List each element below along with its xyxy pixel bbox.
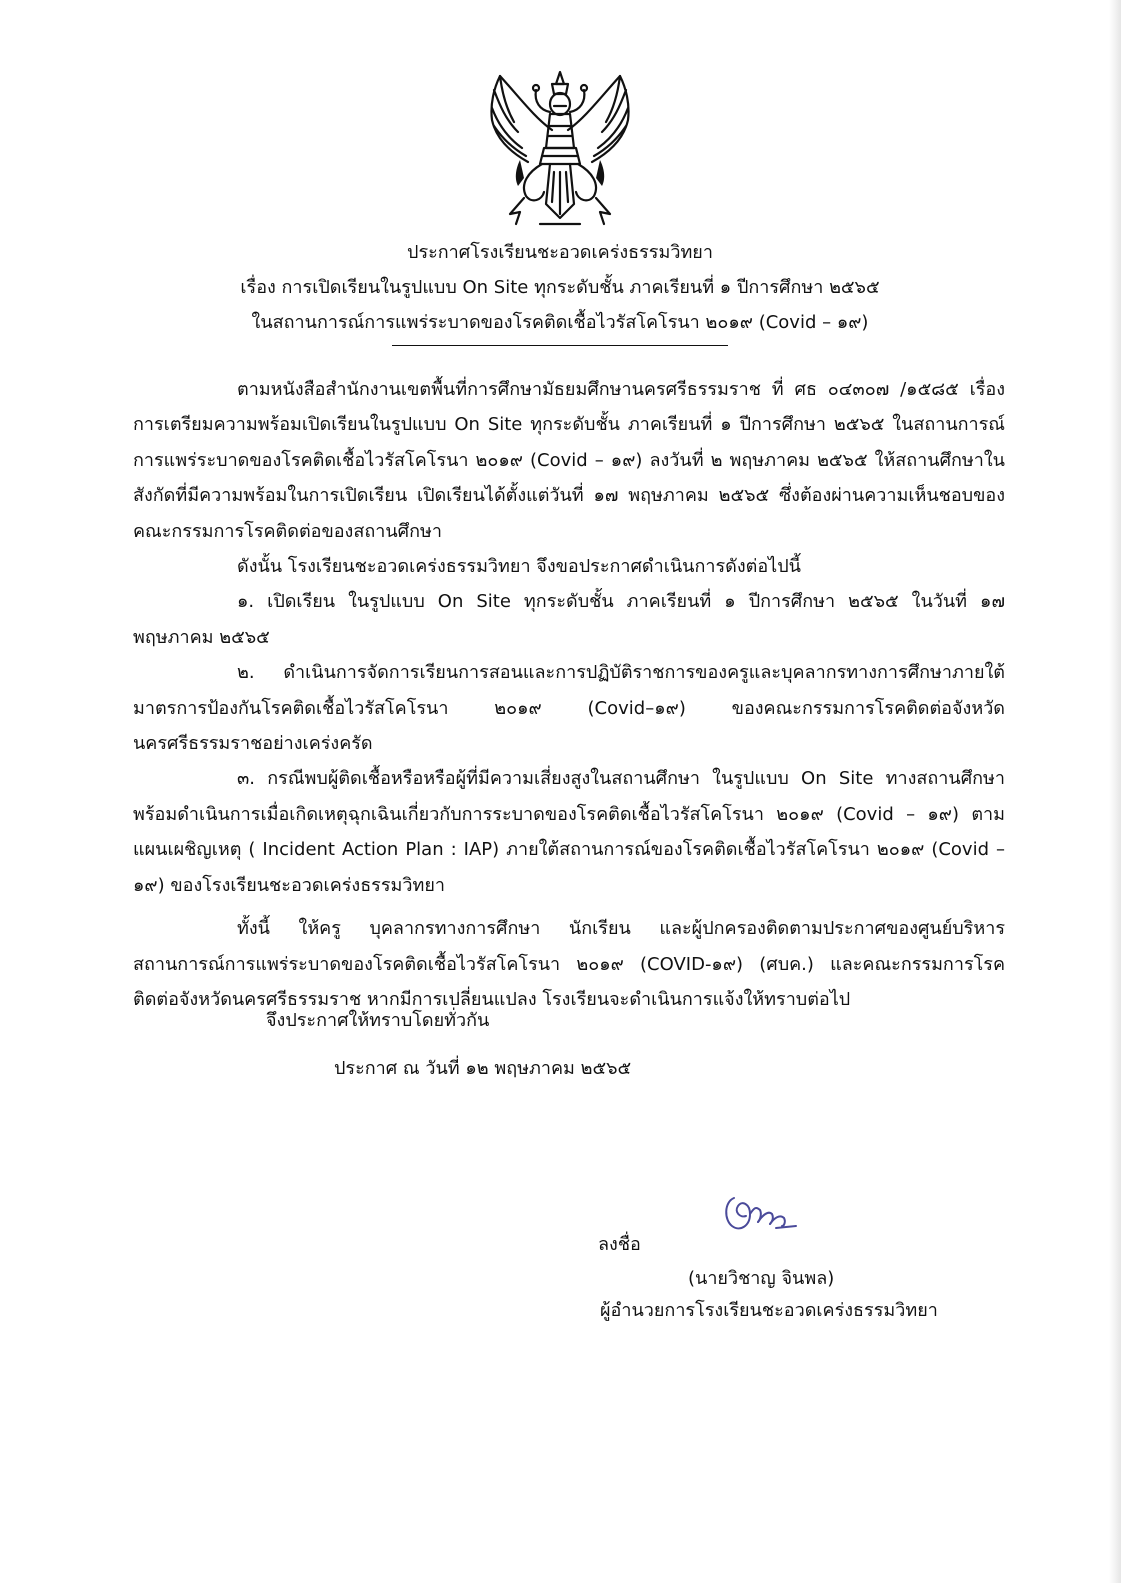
signer-title: ผู้อำนวยการโรงเรียนชะอวดเคร่งธรรมวิทยา: [600, 1300, 938, 1321]
signer-name: (นายวิชาญ จินพล): [688, 1268, 835, 1289]
paragraph-announcement-intro: ดังนั้น โรงเรียนชะอวดเคร่งธรรมวิทยา จึงขอประกาศดำเนินการดังต่อไปนี้: [237, 556, 801, 578]
header-divider: [392, 345, 728, 346]
list-item-1: ๑. เปิดเรียน ในรูปแบบ On Site ทุกระดับชั้น ภาคเรียนที่ ๑ ปีการศึกษา ๒๕๖๕ ในวันที่ ๑๗ พฤษภาคม ๒๕๖๕: [133, 591, 1005, 648]
closing-announce: จึงประกาศให้ทราบโดยทั่วกัน: [266, 1010, 490, 1031]
paragraph-follow-up: ทั้งนี้ ให้ครู บุคลากรทางการศึกษา นักเรียน และผู้ปกครองติดตามประกาศของศูนย์บริหารสถานการณ์การแพร่ระบาดของโรคติดเชื้อไวรัสโคโรนา ๒๐๑๙ (COVID-๑๙) (ศบค.) และคณะกรรมการโรคติดต่อจังหวัดนครศรีธรรมราช หากมีการเปลี่ยนแปลง โรงเรียนจะดำเนินการแจ้งให้ทราบต่อไป: [133, 918, 1005, 1010]
announcement-body: [133, 372, 1005, 1017]
announcement-subject-continuation: ในสถานการณ์การแพร่ระบาดของโรคติดเชื้อไวรัสโคโรนา ๒๐๑๙ (Covid – ๑๙): [251, 312, 869, 333]
signature-icon: [720, 1188, 804, 1234]
page-edge-shadow: [1109, 0, 1121, 1583]
paragraph-reference: ตามหนังสือสำนักงานเขตพื้นที่การศึกษามัธยมศึกษานครศรีธรรมราช ที่ ศธ ๐๔๓๐๗ /๑๕๘๕ เรื่อง การเตรียมความพร้อมเปิดเรียนในรูปแบบ On Site ทุกระดับชั้น ภาคเรียนที่ ๑ ปีการศึกษา ๒๕๖๕ ในสถานการณ์การแพร่ระบาดของโรคติดเชื้อไวรัสโคโรนา ๒๐๑๙ (Covid – ๑๙) ลงวันที่ ๒ พฤษภาคม ๒๕๖๕ ให้สถานศึกษาในสังกัดที่มีความพร้อมในการเปิดเรียน เปิดเรียนได้ตั้งแต่วันที่ ๑๗ พฤษภาคม ๒๕๖๕ ซึ่งต้องผ่านความเห็นชอบของคณะกรรมการโรคติดต่อของสถานศึกษา: [133, 379, 1005, 542]
announcement-title: ประกาศโรงเรียนชะอวดเคร่งธรรมวิทยา: [407, 242, 713, 263]
announcement-date: ประกาศ ณ วันที่ ๑๒ พฤษภาคม ๒๕๖๕: [334, 1058, 632, 1079]
announcement-subject: เรื่อง การเปิดเรียนในรูปแบบ On Site ทุกระดับชั้น ภาคเรียนที่ ๑ ปีการศึกษา ๒๕๖๕: [240, 277, 880, 298]
list-item-2: ๒. ดำเนินการจัดการเรียนการสอนและการปฏิบัติราชการของครูและบุคลากรทางการศึกษาภายใต้มาตรการป้องกันโรคติดเชื้อไวรัสโคโรนา ๒๐๑๙ (Covid–๑๙) ของคณะกรรมการโรคติดต่อจังหวัดนครศรีธรรมราชอย่างเคร่งครัด: [133, 662, 1005, 755]
signature-label: ลงชื่อ: [598, 1234, 641, 1255]
list-item-3: ๓. กรณีพบผู้ติดเชื้อหรือหรือผู้ที่มีความเสี่ยงสูงในสถานศึกษา ในรูปแบบ On Site ทางสถานศึกษาพร้อมดำเนินการเมื่อเกิดเหตุฉุกเฉินเกี่ยวกับการระบาดของโรคติดเชื้อไวรัสโคโรนา ๒๐๑๙ (Covid – ๑๙) ตามแผนเผชิญเหตุ ( Incident Action Plan : IAP) ภายใต้สถานการณ์ของโรคติดเชื้อไวรัสโคโรนา ๒๐๑๙ (Covid – ๑๙) ของโรงเรียนชะอวดเคร่งธรรมวิทยา: [133, 768, 1005, 896]
garuda-emblem-icon: [480, 68, 640, 233]
